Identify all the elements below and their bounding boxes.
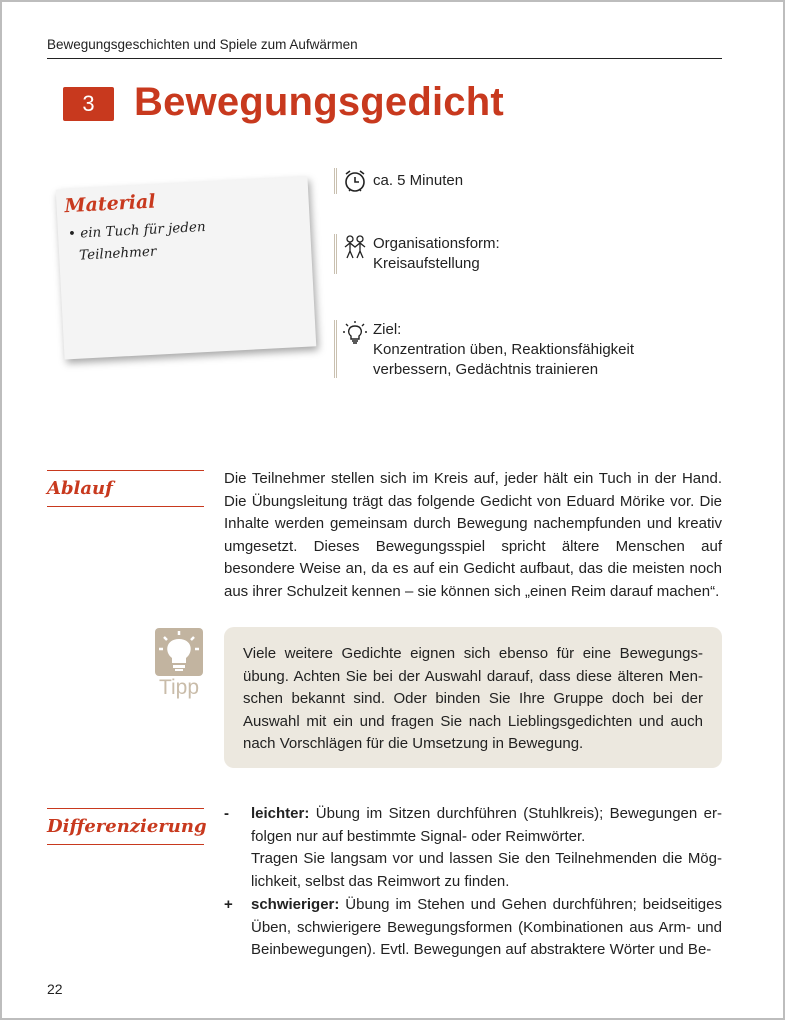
- material-card: [56, 177, 317, 360]
- info-organisation-text: [373, 234, 500, 274]
- ablauf-label: Ablauf: [47, 478, 113, 499]
- differenzierung-rule-bottom: [47, 844, 204, 845]
- info-bar: [334, 320, 337, 378]
- ablauf-rule-top: [47, 470, 204, 471]
- tipp-box: [224, 627, 722, 768]
- ablauf-text: Die Teilnehmer stellen sich im Kreis auf, jeder hält ein Tuch in der Hand. Die Übungsleitung trägt das folgende Gedicht von Eduard Mörike vor. Die Inhalte werden gemeinsam durch Bewegung nachempfunden und kreativ umgesetzt. Dieses Bewegungsspiel spricht ältere Menschen auf besondere Weise an, da es auf ein Gedicht aufbaut, das die meisten noch aus ihrer Schulzeit kennen – sie können sich „einen Reim darauf machen“.: [224, 470, 722, 600]
- group-people-icon: [342, 234, 368, 260]
- info-bar: [334, 234, 337, 274]
- differenzierung-label: Differenzierung: [47, 816, 207, 837]
- differenzierung-rule-top: [47, 808, 204, 809]
- item-term: schwieriger:: [251, 896, 340, 913]
- tipp-icon-box: [155, 628, 203, 676]
- header-rule: [47, 58, 722, 59]
- material-title: Material: [64, 190, 157, 218]
- item-term: leichter:: [251, 805, 310, 822]
- item-text: Übung im Sitzen durchführen (Stuhlkreis); Bewegungen erfolgen nur auf bestimmte Signal- oder Reimwörter.: [251, 805, 722, 845]
- info-goal: [334, 320, 664, 378]
- alarm-clock-icon: [342, 168, 368, 194]
- material-item-line: • ein Tuch für jeden: [67, 218, 207, 243]
- list-sign: +: [224, 896, 233, 913]
- info-goal-label: Ziel:: [373, 321, 402, 338]
- material-item: [67, 215, 229, 267]
- tipp-label: Tipp: [158, 676, 200, 699]
- material-item-line: Teilnehmer: [78, 243, 157, 264]
- differenzierung-item-easier: [224, 803, 722, 893]
- list-sign: -: [224, 805, 229, 822]
- info-time: [334, 168, 634, 194]
- info-bar: [334, 168, 337, 194]
- ablauf-rule-bottom: [47, 506, 204, 507]
- chapter-number-badge: 3: [63, 87, 114, 121]
- item-extra: Tragen Sie langsam vor und lassen Sie den Teilnehmenden die Möglichkeit, selbst das Reimwort zu finden.: [251, 850, 722, 890]
- differenzierung-item-harder: [224, 894, 722, 962]
- info-organisation-value: Kreisaufstellung: [373, 255, 480, 272]
- info-organisation: [334, 234, 634, 274]
- item-text: Übung im Stehen und Gehen durchführen; beidseitiges Üben, schwierigere Bewegungsformen (Kombinationen aus Arm- und Beinbewegungen). Evtl. Bewegungen auf abstraktere Wörter und Be-: [251, 896, 722, 959]
- info-time-text: ca. 5 Minuten: [373, 172, 464, 189]
- info-goal-value-line: verbessern, Gedächtnis trainieren: [373, 361, 599, 378]
- info-goal-text: [373, 320, 634, 380]
- lightbulb-icon: [155, 628, 203, 676]
- info-organisation-label: Organisationsform:: [373, 235, 500, 252]
- tipp-text: Viele weitere Gedichte eignen sich ebenso für eine Bewegungsübung. Achten Sie bei der Auswahl darauf, dass diese älteren Menschen bekannt sind. Oder binden Sie Ihre Gruppe doch bei der Auswahl mit ein und fragen Sie nach Lieblingsgedichten und auch nach Vorschlägen für die Umsetzung in Bewegung.: [243, 645, 703, 753]
- page-number: 22: [47, 981, 63, 997]
- chapter-title: Bewegungsgedicht: [134, 80, 504, 124]
- info-goal-value-line: Konzentration üben, Reaktionsfähigkeit: [373, 341, 635, 358]
- lightbulb-icon: [342, 320, 368, 346]
- running-header: Bewegungsgeschichten und Spiele zum Aufwärmen: [47, 37, 358, 52]
